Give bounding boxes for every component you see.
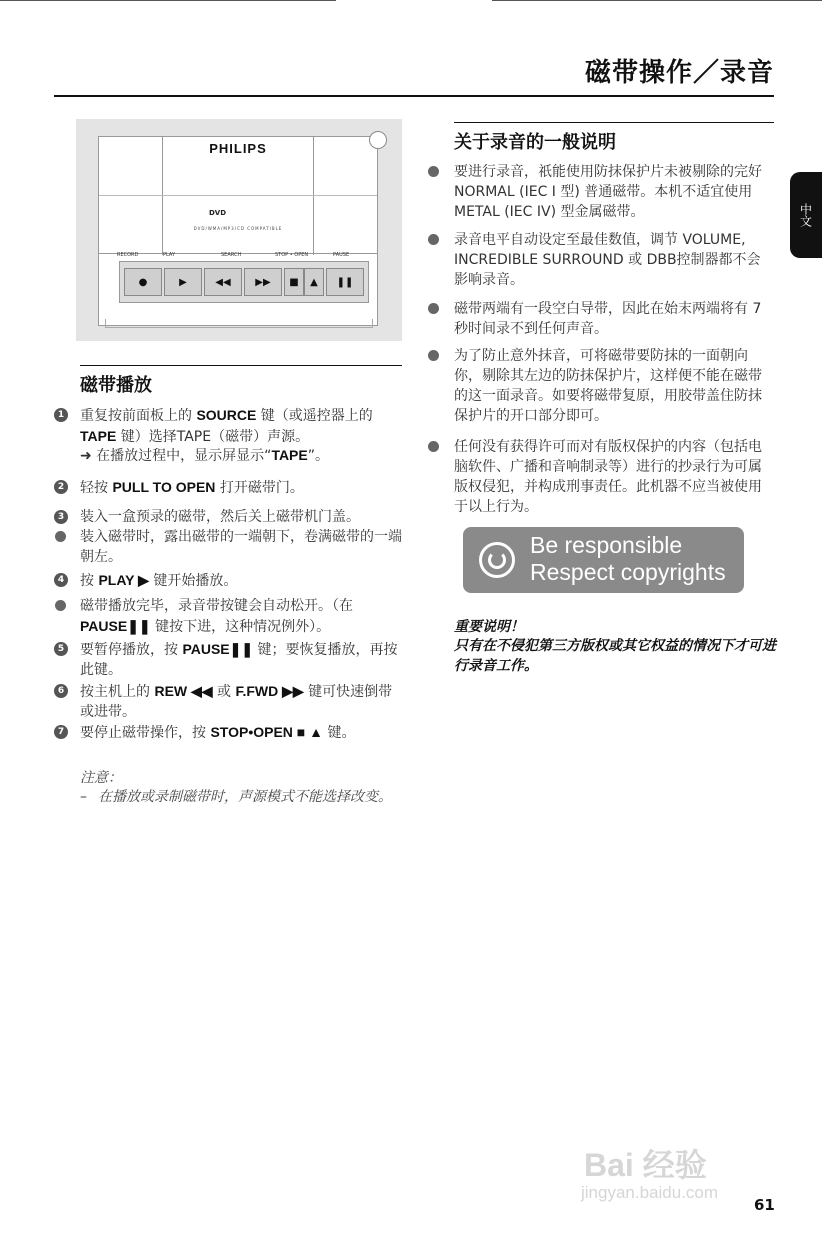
step-number: 3	[54, 510, 68, 524]
rewind-button-icon: ◀◀	[204, 268, 242, 296]
brand-logo: PHILIPS	[209, 141, 267, 156]
note-label: 注意：	[80, 770, 122, 786]
step-4-bullet: 磁带播放完毕，录音带按键会自动松开。（在 PAUSE❚❚ 键按下进，这种情况例外）。	[54, 596, 402, 637]
label-stop-open: STOP • OPEN	[275, 252, 309, 258]
step-6: 6 按主机上的 REW ◀◀ 或 F.FWD ▶▶ 键可快速倒带或进带。	[54, 681, 402, 722]
stop-button-icon: ■	[284, 268, 304, 296]
bullet-icon	[55, 600, 66, 611]
watermark-url: jingyan.baidu.com	[581, 1183, 719, 1202]
play-button-icon: ▶	[164, 268, 202, 296]
important-text: 只有在不侵犯第三方版权或其它权益的情况下才可进行录音工作。	[454, 638, 776, 674]
note-dash: –	[80, 789, 87, 805]
step-number: 4	[54, 573, 68, 587]
recording-note-2: 录音电平自动设定至最佳数值，调节 VOLUME, INCREDIBLE SURROUND 或 DBB控制器都不会影响录音。	[428, 230, 774, 290]
bullet-icon	[428, 234, 439, 245]
step-number: 5	[54, 642, 68, 656]
section-title-tape-playback: 磁带播放	[80, 375, 152, 396]
eject-button-icon: ▲	[304, 268, 324, 296]
bullet-icon	[428, 350, 439, 361]
bullet-icon	[428, 166, 439, 177]
recording-note-4: 为了防止意外抹音，可将磁带要防抹的一面朝向你，剔除其左边的防抹保护片，这样便不能在磁带的这一面录音。如要将磁带复原，用胶带盖住防抹保护片的开口部分即可。	[428, 346, 774, 426]
button-labels	[109, 252, 371, 260]
step-2: 2 轻按 PULL TO OPEN 打开磁带门。	[54, 477, 402, 498]
recording-note-3: 磁带两端有一段空白导带，因此在始末两端将有 7 秒时间录不到任何声音。	[428, 299, 774, 339]
step-number: 2	[54, 480, 68, 494]
page-title: 磁带操作／录音	[584, 58, 774, 88]
section-rule	[80, 365, 402, 366]
copyright-logo-icon	[479, 542, 515, 578]
bullet-icon	[428, 303, 439, 314]
header-rule	[54, 95, 774, 97]
badge-line-2: Respect copyrights	[530, 559, 726, 585]
tape-button-panel	[119, 261, 369, 303]
step-7: 7 要停止磁带操作，按 STOP•OPEN ■ ▲ 键。	[54, 722, 402, 743]
watermark-logo: Bai 经验	[584, 1147, 707, 1183]
copyright-badge	[463, 527, 744, 593]
device-body	[98, 136, 378, 326]
important-title: 重要说明！	[454, 619, 524, 635]
compat-text: DVD/WMA/MP3/CD COMPATIBLE	[193, 226, 283, 231]
step-number: 1	[54, 408, 68, 422]
recording-note-5: 任何没有获得许可而对有版权保护的内容（包括电脑软件、广播和音响制录等）进行的抄录行为可属版权侵犯，并构成刑事责任。此机器不应当被使用于以上行为。	[428, 437, 774, 517]
bullet-icon	[428, 441, 439, 452]
step-1-result: ➜ 在播放过程中，显示屏显示“TAPE”。	[80, 447, 330, 464]
step-5: 5 要暂停播放，按 PAUSE❚❚ 键；要恢复播放，再按此键。	[54, 639, 402, 680]
device-stand	[105, 319, 373, 328]
recording-note-1: 要进行录音，祇能使用防抹保护片未被剔除的完好 NORMAL (IEC I 型) 普通磁带。本机不适宜使用 METAL (IEC IV) 型金属磁带。	[428, 162, 774, 222]
step-number: 6	[54, 684, 68, 698]
language-tab	[790, 172, 822, 258]
device-illustration	[76, 119, 402, 341]
forward-button-icon: ▶▶	[244, 268, 282, 296]
label-pause: PAUSE	[333, 252, 350, 258]
language-tab-label: 中文	[798, 203, 813, 227]
label-play: PLAY	[163, 252, 176, 258]
section-title-recording: 关于录音的一般说明	[454, 132, 616, 153]
bullet-icon	[55, 531, 66, 542]
step-number: 7	[54, 725, 68, 739]
label-record: RECORD	[117, 252, 139, 258]
divider	[99, 195, 377, 196]
step-3-bullet: 装入磁带时，露出磁带的一端朝下，卷满磁带的一端朝左。	[54, 527, 402, 567]
label-search: SEARCH	[221, 252, 242, 258]
step-4: 4 按 PLAY ▶ 键开始播放。	[54, 570, 402, 591]
record-button-icon: ●	[124, 268, 162, 296]
badge-line-1: Be responsible	[530, 532, 683, 558]
section-rule	[454, 122, 774, 123]
knob-icon	[369, 131, 387, 149]
dvd-logo: DVD	[209, 209, 227, 217]
step-3: 3 装入一盒预录的磁带，然后关上磁带机门盖。	[54, 507, 402, 527]
pause-button-icon: ❚❚	[326, 268, 364, 296]
note-text: 在播放或录制磁带时，声源模式不能选择改变。	[98, 789, 392, 805]
step-1: 1 重复按前面板上的 SOURCE 键（或遥控器上的 TAPE 键）选择TAPE（磁带）声源。	[54, 405, 402, 447]
page-number: 61	[754, 1196, 775, 1214]
note-item	[80, 787, 400, 807]
